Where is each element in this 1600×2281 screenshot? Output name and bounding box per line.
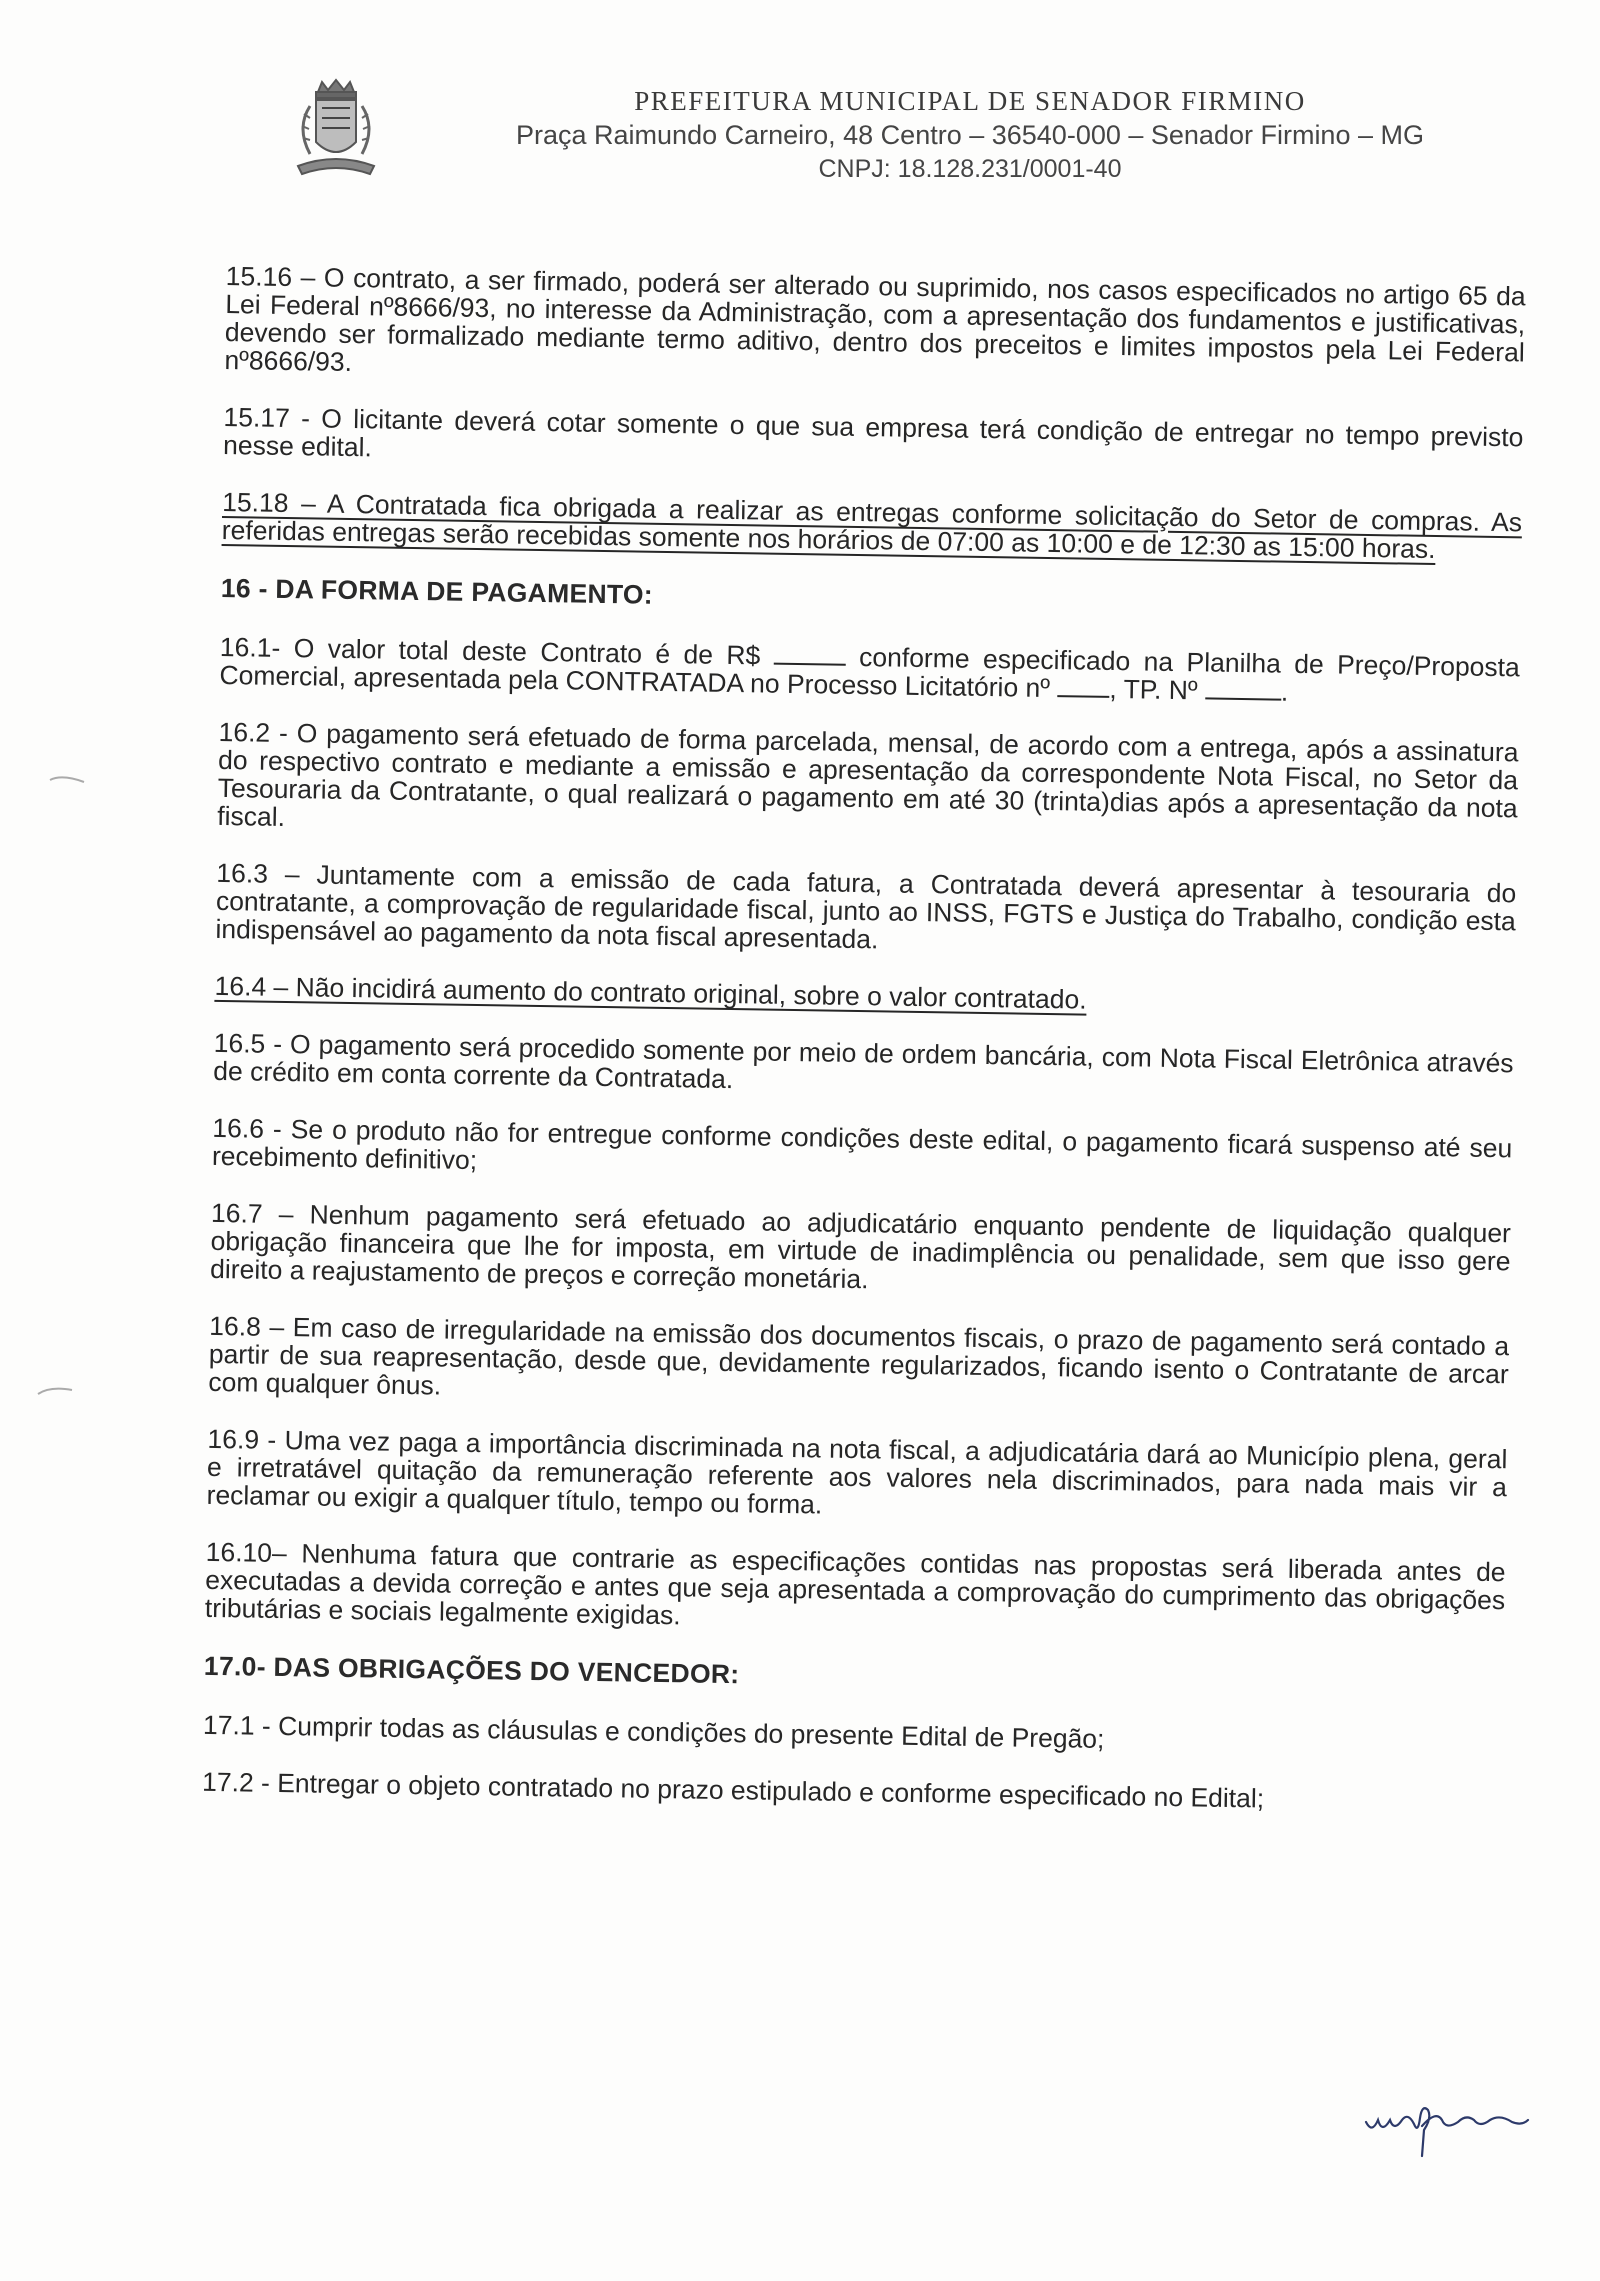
blank-process-number [1057, 677, 1109, 698]
clause-16-5: 16.5 - O pagamento será procedido somente por meio de ordem bancária, com Nota Fiscal Eletrônica através de crédito em conta corrente da Contratada. [213, 1027, 1514, 1095]
scan-mark-icon [48, 772, 88, 786]
clause-16-8: 16.8 – Em caso de irregularidade na emissão dos documentos fiscais, o prazo de pagamento será contado a partir de sua reapresentação, desde que, devidamente regularizados, ficando isento o Contratante de arcar com qualquer ônus. [208, 1310, 1510, 1401]
letterhead [470, 84, 1470, 186]
org-address: Praça Raimundo Carneiro, 48 Centro – 36540-000 – Senador Firmino – MG [516, 120, 1424, 150]
clause-15-16: 15.16 – O contrato, a ser firmado, poderá ser alterado ou suprimido, nos casos especificados no artigo 65 da Lei Federal nº8666/93, no interesse da Administração, com a apresentação dos fundamentos e justificativas, devendo ser formalizado mediante termo aditivo, dentro dos preceitos e limites impostos pela Lei Federal nº8666/93. [224, 261, 1526, 377]
section-heading-16: 16 - DA FORMA DE PAGAMENTO: [220, 572, 654, 610]
clause-16-1-part-c: , TP. Nº [1109, 673, 1198, 706]
clause-17-1: 17.1 - Cumprir todas as cláusulas e condições do presente Edital de Pregão; [202, 1709, 1105, 1754]
section-heading-17: 17.0- DAS OBRIGAÇÕES DO VENCEDOR: [203, 1650, 740, 1690]
org-cnpj: CNPJ: 18.128.231/0001-40 [818, 155, 1122, 183]
clause-16-1-part-b: conforme especificado na Planilha de Preço/Proposta Comercial, apresentada pela CONTRATADA no Processo Licitatório nº [219, 641, 1521, 703]
blank-tp-number [1205, 679, 1281, 700]
clause-16-1-part-d: . [1280, 676, 1289, 707]
scan-mark-icon [36, 1384, 76, 1398]
clause-16-10: 16.10– Nenhuma fatura que contrarie as especificações contidas nas propostas será liberada antes de executadas a devida correção e antes que seja apresentada a comprovação do cumprimento das obrigações tributárias e sociais legalmente exigidas. [204, 1536, 1506, 1631]
org-name: PREFEITURA MUNICIPAL DE SENADOR FIRMINO [634, 86, 1306, 116]
document-body [201, 262, 1525, 1845]
clause-15-18: 15.18 – A Contratada fica obrigada a realizar as entregas conforme solicitação do Setor de compras. As referidas entregas serão recebidas somente nos horários de 07:00 as 10:00 e de 12:30 as 15:00 horas. [221, 486, 1523, 565]
clause-16-6: 16.6 - Se o produto não for entregue conforme condições deste edital, o pagamento ficará suspenso até seu recebimento definitivo; [211, 1112, 1513, 1176]
clause-16-9: 16.9 - Uma vez paga a importância discriminada na nota fiscal, a adjudicatária dará ao Município plena, geral e irretratável quitação da remuneração referente aos valores nela discriminados, para nada mais vir a reclamar ou exigir a qualquer título, tempo ou forma. [206, 1423, 1508, 1520]
clause-17-2: 17.2 - Entregar o objeto contratado no prazo estipulado e conforme especificado no Edital; [201, 1766, 1265, 1814]
clause-16-4: 16.4 – Não incidirá aumento do contrato original, sobre o valor contratado. [214, 970, 1087, 1015]
clause-16-3: 16.3 – Juntamente com a emissão de cada fatura, a Contratada deverá apresentar à tesouraria do contratante, a comprovação de regularidade fiscal, junto ao INSS, FGTS e Justiça do Trabalho, condição esta indispensável ao pagamento da nota fiscal apresentada. [215, 857, 1517, 955]
municipal-coat-of-arms-icon [288, 78, 384, 190]
clause-16-1-part-a: 16.1- O valor total deste Contrato é de R$ [219, 631, 761, 671]
clause-16-2: 16.2 - O pagamento será efetuado de forma parcelada, mensal, de acordo com a entrega, após a assinatura do respectivo contrato e mediante a emissão e apresentação da correspondente Nota Fiscal, no Setor da Tesouraria da Contratante, o qual realizará o pagamento em até 30 (trinta)dias após a apresentação da nota fiscal. [217, 716, 1519, 832]
clause-16-7: 16.7 – Nenhum pagamento será efetuado ao adjudicatário enquanto pendente de liquidação qualquer obrigação financeira que lhe for imposta, em virtude de inadimplência ou penalidade, sem que isso gere direito a reajustamento de preços e correção monetária. [209, 1197, 1512, 1295]
clause-16-1 [219, 633, 1520, 709]
initials-signature-icon [1362, 2090, 1532, 2160]
clause-15-17: 15.17 - O licitante deverá cotar somente o que sua empresa terá condição de entregar no tempo previsto nesse edital. [222, 401, 1524, 463]
blank-contract-value [774, 645, 846, 666]
